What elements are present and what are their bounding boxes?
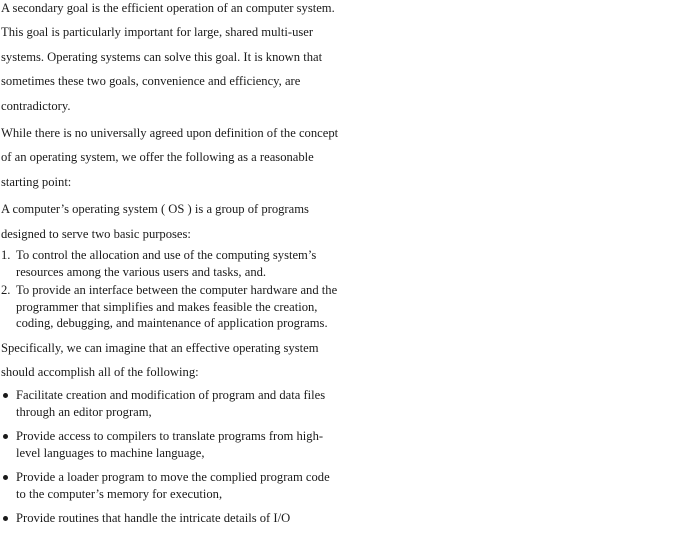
- list-number: 2.: [1, 283, 11, 298]
- goal-text: Provide a loader program to move the complied program code to the computer’s memory for execution,: [16, 470, 330, 501]
- bullet-icon: [3, 516, 8, 521]
- bullet-icon: [3, 434, 8, 439]
- paragraph-definition-intro: While there is no universally agreed upon definition of the concept of an operating system, we offer the following as a reasonable starting point:: [1, 126, 339, 189]
- paragraph-os-definition: A computer’s operating system ( OS ) is a group of programs designed to serve two basic purposes:: [1, 202, 309, 241]
- goal-item: [1, 428, 341, 461]
- paragraph-secondary-goal: A secondary goal is the efficient operation of an computer system. This goal is particularly important for large, shared multi-user systems. Operating systems can solve this goal. It is known that sometimes these two goals, convenience and efficiency, are contradictory.: [1, 1, 335, 113]
- paragraph-specifically: Specifically, we can imagine that an effective operating system should accomplish all of the following:: [1, 340, 319, 379]
- goal-item: [1, 469, 341, 502]
- purpose-text: To control the allocation and use of the computing system’s resources among the various users and tasks, and.: [16, 248, 317, 279]
- bullet-icon: [3, 393, 8, 398]
- list-number: 1.: [1, 248, 11, 263]
- goal-text: Facilitate creation and modification of program and data files through an editor program,: [16, 388, 326, 419]
- goal-text: Provide routines that handle the intricate details of I/O: [16, 511, 291, 526]
- goal-text: Provide access to compilers to translate programs from high-level languages to machine language,: [16, 429, 324, 460]
- goal-item: [1, 387, 341, 420]
- purposes-list: [1, 247, 341, 332]
- document-page: [1, 0, 341, 535]
- goal-item: [1, 510, 341, 527]
- purpose-text: To provide an interface between the computer hardware and the programmer that simplifies and makes feasible the creation, coding, debugging, and maintenance of application programs.: [16, 283, 338, 331]
- bullet-icon: [3, 475, 8, 480]
- purpose-item: [1, 247, 341, 280]
- purpose-item: [1, 282, 341, 332]
- goals-list: [1, 387, 341, 527]
